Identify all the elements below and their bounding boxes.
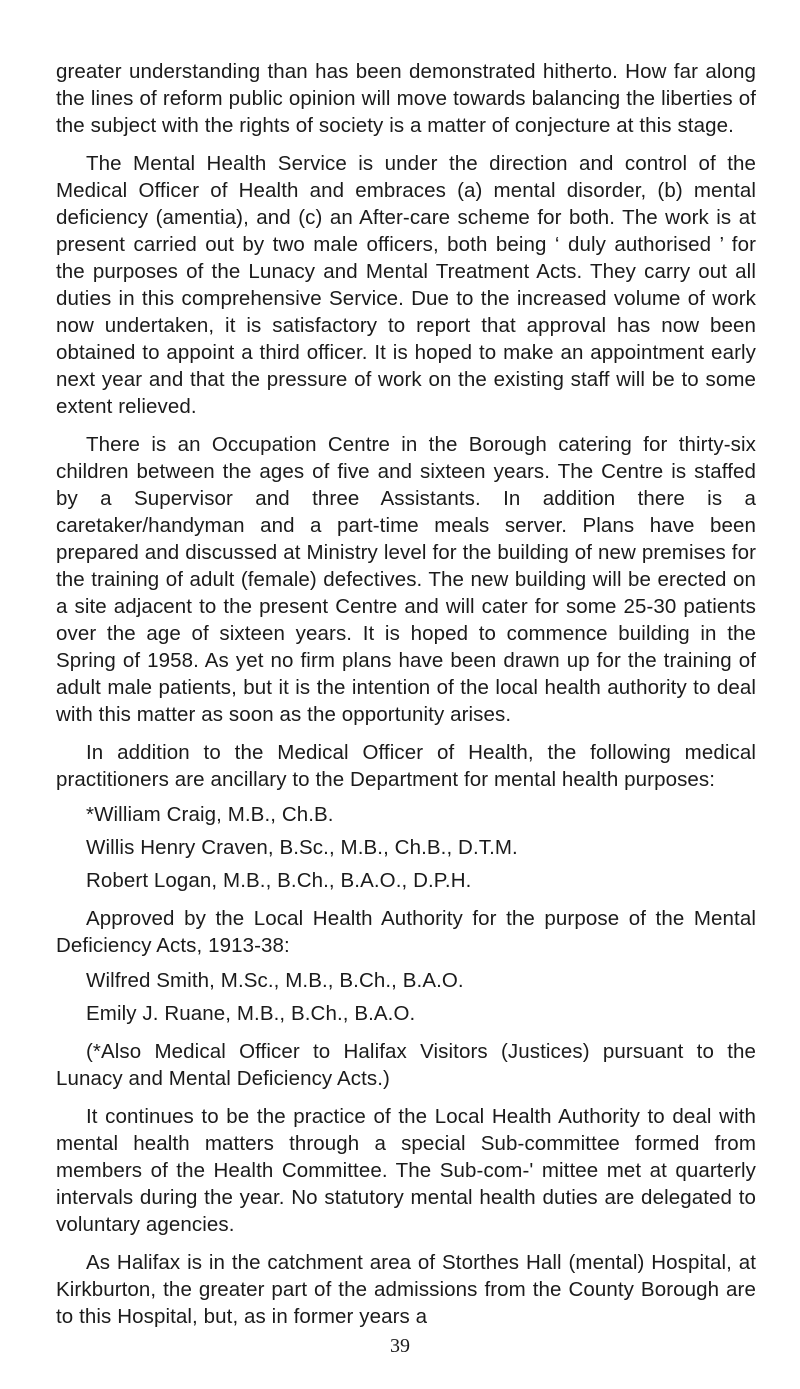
paragraph-mental-health-service: The Mental Health Service is under the direction and control of the Medical Officer of Health and embraces (a) mental disorder, (b) mental deficiency (amentia), and (c) an After-care scheme for both. The work is at present carried out by two male officers, both being ‘ duly authorised ’ for the purposes of the Lunacy and Mental Treatment Acts. They carry out all duties in this comprehensive Service. Due to the increased volume of work now undertaken, it is satisfactory to report that approval has now been obtained to appoint a third officer. It is hoped to make an appointment early next year and that the pressure of work on the existing staff will be to some extent relieved. — [56, 152, 756, 418]
paragraph-footnote: (*Also Medical Officer to Halifax Visitors (Justices) pursuant to the Lunacy and Mental Deficiency Acts.) — [56, 1040, 756, 1090]
list-item: Robert Logan, M.B., B.Ch., B.A.O., D.P.H. — [86, 869, 472, 892]
approved-practitioners-list — [56, 967, 756, 1027]
page-number: 39 — [390, 1335, 410, 1357]
list-item: Emily J. Ruane, M.B., B.Ch., B.A.O. — [86, 1002, 416, 1025]
list-item: Willis Henry Craven, B.Sc., M.B., Ch.B., D.T.M. — [86, 836, 518, 859]
paragraph-approved-intro: Approved by the Local Health Authority for the purpose of the Mental Deficiency Acts, 1913-38: — [56, 907, 756, 957]
list-item: Wilfred Smith, M.Sc., M.B., B.Ch., B.A.O. — [86, 969, 464, 992]
document-page — [56, 58, 756, 1330]
paragraph-subcommittee: It continues to be the practice of the Local Health Authority to deal with mental health matters through a special Sub-committee formed from members of the Health Committee. The Sub-com-' mittee met at quarterly intervals during the year. No statutory mental health duties are delegated to voluntary agencies. — [56, 1105, 756, 1236]
paragraph-continuation: greater understanding than has been demonstrated hitherto. How far along the lines of reform public opinion will move towards balancing the liberties of the subject with the rights of society is a matter of conjecture at this stage. — [56, 60, 756, 137]
paragraph-occupation-centre: There is an Occupation Centre in the Borough catering for thirty-six children between the ages of five and sixteen years. The Centre is staffed by a Supervisor and three Assistants. In addition there is a caretaker/handyman and a part-time meals server. Plans have been prepared and discussed at Ministry level for the building of new premises for the training of adult (female) defectives. The new building will be erected on a site adjacent to the present Centre and will cater for some 25-30 patients over the age of sixteen years. It is hoped to commence building in the Spring of 1958. As yet no firm plans have been drawn up for the training of adult male patients, but it is the intention of the local health authority to deal with this matter as soon as the opportunity arises. — [56, 433, 756, 726]
list-item: *William Craig, M.B., Ch.B. — [86, 803, 334, 826]
paragraph-ancillary-intro: In addition to the Medical Officer of Health, the following medical practitioners are ancillary to the Department for mental health purposes: — [56, 741, 756, 791]
paragraph-storthes-hall: As Halifax is in the catchment area of Storthes Hall (mental) Hospital, at Kirkburton, the greater part of the admissions from the County Borough are to this Hospital, but, as in former years a — [56, 1251, 756, 1328]
ancillary-practitioners-list — [56, 801, 756, 894]
